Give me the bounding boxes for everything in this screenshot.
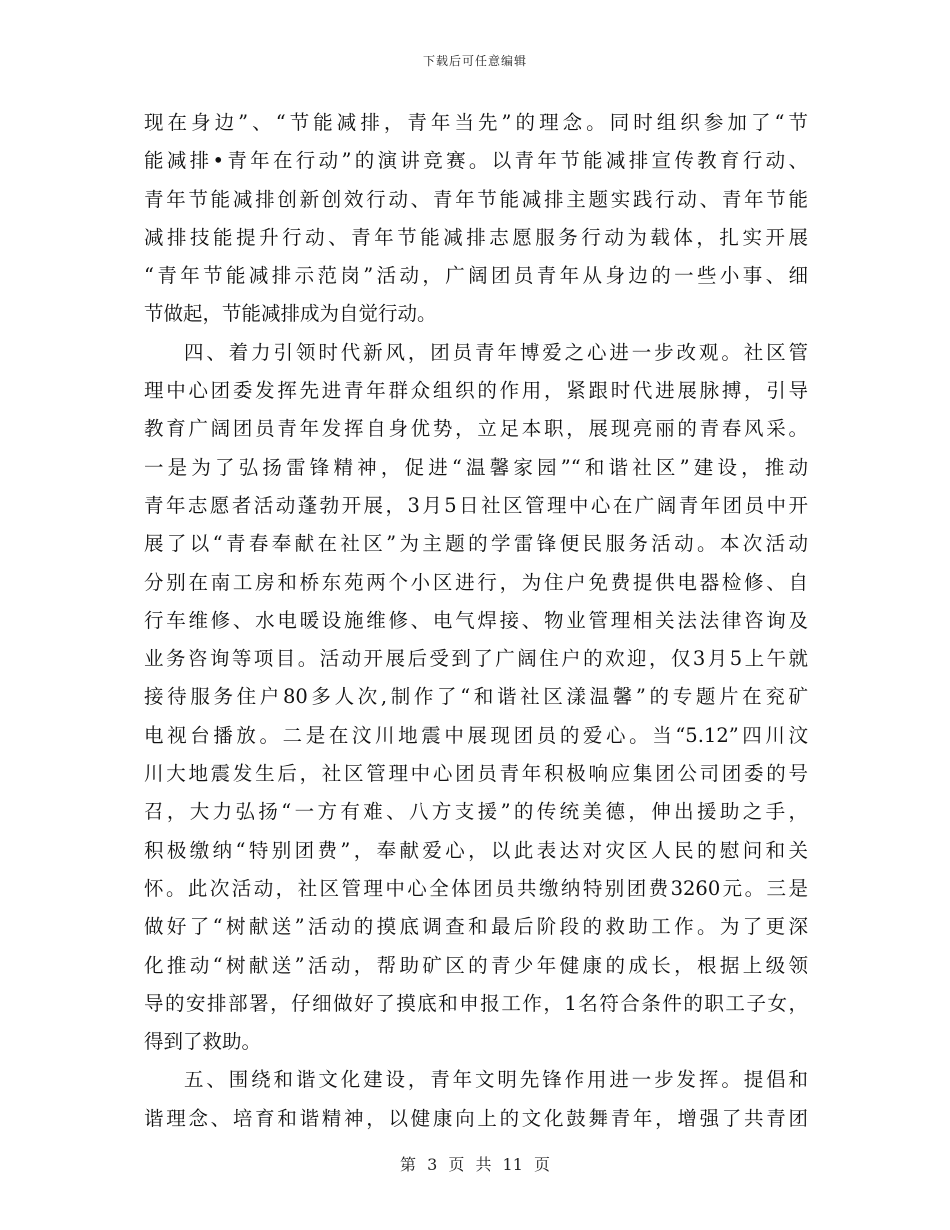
text-line: 分别在南工房和桥东苑两个小区进行，为住户免费提供电器检修、自 (144, 570, 808, 594)
text-line: 现在身边”、“节能减排，青年当先”的理念。同时组织参加了“节 (144, 111, 808, 134)
text-line: 得到了救助。 (144, 1030, 262, 1054)
text-line: 青年节能减排创新创效行动、青年节能减排主题实践行动、青年节能 (144, 187, 808, 211)
text-line: 召，大力弘扬“一方有难、八方支援”的传统美德，伸出援助之手， (144, 800, 808, 824)
text-line: 川大地震发生后，社区管理中心团员青年积极响应集团公司团委的号 (144, 762, 808, 786)
text-line: 怀。此次活动，社区管理中心全体团员共缴纳特别团费3260元。三是 (144, 876, 808, 900)
text-line: 积极缴纳“特别团费”，奉献爱心，以此表达对灾区人民的慰问和关 (144, 838, 808, 862)
page-footer: 第 3 页 共 11 页 (400, 1155, 550, 1174)
text-line: “青年节能减排示范岗”活动，广阔团员青年从身边的一些小事、细 (144, 264, 808, 288)
text-line: 化推动“树献送”活动，帮助矿区的青少年健康的成长，根据上级领 (144, 953, 808, 977)
text-line: 展了以“青春奉献在社区”为主题的学雷锋便民服务活动。本次活动 (144, 532, 808, 556)
text-line: 导的安排部署，仔细做好了摸底和申报工作，1名符合条件的职工子女， (144, 991, 808, 1015)
text-line: 节做起，节能减排成为自觉行动。 (144, 302, 437, 326)
text-line: 教育广阔团员青年发挥自身优势，立足本职，展现亮丽的青春风采。 (144, 417, 808, 441)
text-line: 业务咨询等项目。活动开展后受到了广阔住户的欢迎，仅3月5上午就 (144, 647, 808, 671)
paragraph-start-line: 五、围绕和谐文化建设，青年文明先锋作用进一步发挥。提倡和 (184, 1068, 808, 1092)
text-line: 接待服务住户80多人次,制作了“和谐社区漾温馨”的专题片在兖矿 (144, 685, 808, 709)
text-line: 一是为了弘扬雷锋精神，促进“温馨家园”“和谐社区”建设，推动 (144, 455, 808, 479)
text-line: 谐理念、培育和谐精神，以健康向上的文化鼓舞青年，增强了共青团 (144, 1106, 808, 1130)
paragraph-start-line: 四、着力引领时代新风，团员青年博爱之心进一步改观。社区管 (184, 340, 808, 364)
document-body (144, 104, 808, 1138)
text-line: 青年志愿者活动蓬勃开展，3月5日社区管理中心在广阔青年团员中开 (144, 493, 808, 517)
text-line: 减排技能提升行动、青年节能减排志愿服务行动为载体，扎实开展 (144, 225, 808, 249)
text-line: 理中心团委发挥先进青年群众组织的作用，紧跟时代进展脉搏，引导 (144, 379, 808, 403)
page-header: 下载后可任意编辑 (422, 54, 527, 68)
text-line: 能减排•青年在行动”的演讲竞赛。以青年节能减排宣传教育行动、 (144, 149, 808, 173)
text-line: 行车维修、水电暖设施维修、电气焊接、物业管理相关法法律咨询及 (144, 608, 808, 632)
text-line: 做好了“树献送”活动的摸底调查和最后阶段的救助工作。为了更深 (144, 915, 808, 939)
text-line: 电视台播放。二是在汶川地震中展现团员的爱心。当“5.12”四川汶 (144, 723, 808, 747)
